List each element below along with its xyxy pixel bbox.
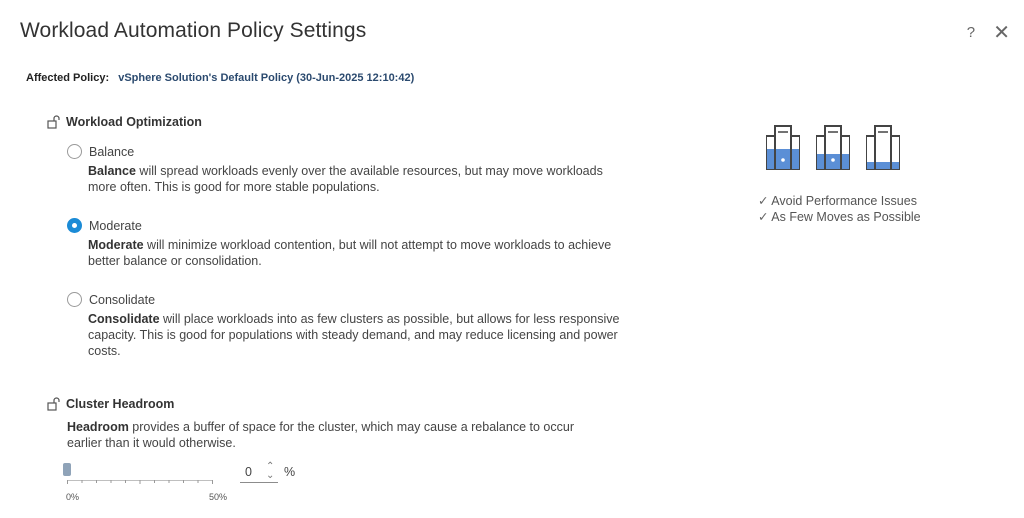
affected-policy-label: Affected Policy: (26, 72, 110, 84)
balance-desc-text: will spread workloads evenly over the available resources, but may move workloads more often. This is good for more stable populations. (88, 164, 603, 194)
unlock-icon[interactable] (47, 397, 61, 411)
affected-policy-value: vSphere Solution's Default Policy (30-Jun-2025 12:10:42) (118, 72, 415, 84)
moderate-radio-row[interactable] (67, 218, 633, 233)
slider-min-label: 0% (66, 492, 80, 502)
moderate-description (88, 237, 633, 269)
slider-ticks (67, 480, 215, 485)
server-icon-medium (816, 124, 850, 170)
headroom-value[interactable]: 0 (245, 465, 252, 479)
consolidate-radio[interactable] (67, 292, 82, 307)
consolidate-description (88, 311, 633, 359)
balance-label: Balance (89, 144, 135, 159)
help-icon[interactable]: ? (966, 24, 976, 41)
option-balance (67, 144, 633, 195)
consolidate-desc-text: will place workloads into as few clusters as possible, but allows for less responsive capacity. This is good for populations with steady demand, and may reduce licensing and power costs. (88, 312, 620, 358)
optimization-illustration (766, 124, 900, 170)
benefits-list (758, 193, 921, 225)
balance-radio-row[interactable] (67, 144, 633, 159)
close-icon[interactable]: ✕ (993, 22, 1010, 44)
consolidate-radio-row[interactable] (67, 292, 633, 307)
balance-desc-bold: Balance (88, 164, 136, 178)
balance-radio[interactable] (67, 144, 82, 159)
consolidate-desc-bold: Consolidate (88, 312, 160, 326)
headroom-desc-bold: Headroom (67, 420, 129, 434)
moderate-label: Moderate (89, 218, 142, 233)
dialog-title: Workload Automation Policy Settings (20, 19, 367, 42)
cluster-headroom-heading (47, 397, 174, 411)
workload-optimization-title: Workload Optimization (66, 115, 202, 129)
benefit-item: ✓ As Few Moves as Possible (758, 209, 921, 225)
slider-thumb[interactable] (63, 463, 71, 476)
headroom-desc-text: provides a buffer of space for the cluster, which may cause a rebalance to occur earlier than it would otherwise. (67, 420, 574, 450)
slider-max-label: 50% (209, 492, 228, 502)
consolidate-label: Consolidate (89, 292, 156, 307)
server-icon-high (766, 124, 800, 170)
moderate-radio[interactable] (67, 218, 82, 233)
workload-optimization-heading (47, 115, 202, 129)
server-icon-low (866, 124, 900, 170)
unlock-icon[interactable] (47, 115, 61, 129)
cluster-headroom-title: Cluster Headroom (66, 397, 175, 411)
headroom-unit: % (284, 465, 296, 479)
option-moderate (67, 218, 633, 269)
moderate-desc-text: will minimize workload contention, but will not attempt to move workloads to achieve better balance or consolidation. (88, 238, 612, 268)
headroom-slider[interactable] (63, 460, 228, 502)
benefit-item: ✓ Avoid Performance Issues (758, 193, 921, 209)
affected-policy (26, 72, 414, 84)
headroom-value-input[interactable] (240, 461, 278, 483)
headroom-description (67, 419, 612, 451)
option-consolidate (67, 292, 633, 359)
stepper-arrows-icon[interactable]: ⌃ ⌄ (266, 461, 275, 481)
balance-description (88, 163, 633, 195)
moderate-desc-bold: Moderate (88, 238, 144, 252)
